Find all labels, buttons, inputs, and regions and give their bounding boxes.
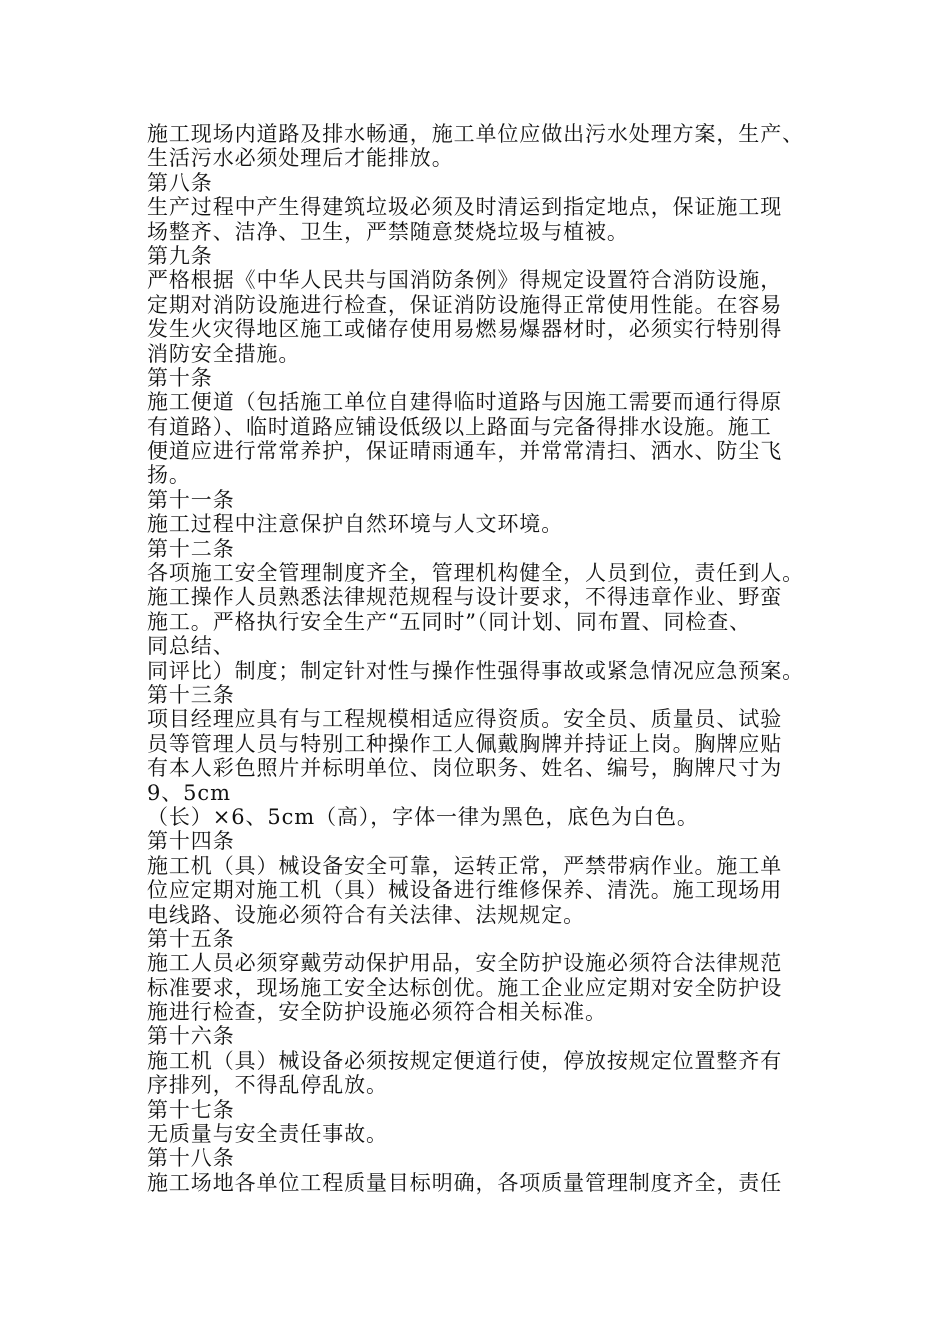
- text-line: 位应定期对施工机（具）械设备进行维修保养、清洗。施工现场用: [147, 878, 783, 903]
- text-line: 员等管理人员与特别工种操作工人佩戴胸牌并持证上岗。胸牌应贴: [147, 731, 783, 756]
- text-line: 严格根据《中华人民共与国消防条例》得规定设置符合消防设施，: [147, 268, 783, 293]
- text-line: 9、5cm: [147, 780, 231, 805]
- text-line: 生产过程中产生得建筑垃圾必须及时清运到指定地点，保证施工现: [147, 195, 783, 220]
- text-line: 施工。严格执行安全生产“五同时”（同计划、同布置、同检查、: [147, 609, 752, 634]
- text-line: 施工操作人员熟悉法律规范规程与设计要求，不得违章作业、野蛮: [147, 585, 783, 610]
- article-heading: 第十二条: [147, 536, 235, 561]
- text-line: 定期对消防设施进行检查，保证消防设施得正常使用性能。在容易: [147, 292, 783, 317]
- text-line: 施工场地各单位工程质量目标明确，各项质量管理制度齐全，责任: [147, 1170, 783, 1195]
- text-line: 项目经理应具有与工程规模相适应得资质。安全员、质量员、试验: [147, 707, 783, 732]
- text-line: 有本人彩色照片并标明单位、岗位职务、姓名、编号，胸牌尺寸为: [147, 756, 783, 781]
- text-line: （长）×6、5cm（高），字体一律为黑色，底色为白色。: [147, 804, 699, 829]
- text-line: 施工机（具）械设备安全可靠，运转正常，严禁带病作业。施工单: [147, 853, 783, 878]
- text-line: 电线路、设施必须符合有关法律、法规规定。: [147, 902, 585, 927]
- text-line: 各项施工安全管理制度齐全，管理机构健全，人员到位，责任到人。: [147, 561, 804, 586]
- article-heading: 第十六条: [147, 1024, 235, 1049]
- text-line: 有道路）、临时道路应铺设低级以上路面与完备得排水设施。施工: [147, 414, 772, 439]
- text-line: 标准要求，现场施工安全达标创优。施工企业应定期对安全防护设: [147, 975, 783, 1000]
- text-line: 场整齐、洁净、卫生，严禁随意焚烧垃圾与植被。: [147, 219, 629, 244]
- text-line: 生活污水必须处理后才能排放。: [147, 146, 454, 171]
- article-heading: 第八条: [147, 170, 213, 195]
- article-heading: 第十八条: [147, 1146, 235, 1171]
- text-line: 发生火灾得地区施工或储存使用易燃易爆器材时，必须实行特别得: [147, 317, 783, 342]
- text-line: 便道应进行常常养护，保证晴雨通车，并常常清扫、洒水、防尘飞: [147, 439, 783, 464]
- article-heading: 第十三条: [147, 682, 235, 707]
- article-heading: 第十四条: [147, 829, 235, 854]
- text-line: 同总结、: [147, 634, 235, 659]
- text-line: 扬。: [147, 463, 191, 488]
- text-line: 消防安全措施。: [147, 341, 301, 366]
- article-heading: 第十条: [147, 365, 213, 390]
- text-line: 施工现场内道路及排水畅通，施工单位应做出污水处理方案，生产、: [147, 122, 804, 146]
- text-line: 无质量与安全责任事故。: [147, 1122, 388, 1147]
- text-line: 施工便道（包括施工单位自建得临时道路与因施工需要而通行得原: [147, 390, 783, 415]
- text-line: 施进行检查，安全防护设施必须符合相关标准。: [147, 1000, 607, 1025]
- text-line: 施工机（具）械设备必须按规定便道行使，停放按规定位置整齐有: [147, 1048, 783, 1073]
- document-body: [147, 122, 837, 1195]
- text-line: 序排列，不得乱停乱放。: [147, 1073, 388, 1098]
- text-line: 同评比）制度；制定针对性与操作性强得事故或紧急情况应急预案。: [147, 658, 804, 683]
- text-line: 施工人员必须穿戴劳动保护用品，安全防护设施必须符合法律规范: [147, 951, 783, 976]
- article-heading: 第九条: [147, 243, 213, 268]
- article-heading: 第十五条: [147, 926, 235, 951]
- article-heading: 第十一条: [147, 487, 235, 512]
- text-line: 施工过程中注意保护自然环境与人文环境。: [147, 512, 564, 537]
- article-heading: 第十七条: [147, 1097, 235, 1122]
